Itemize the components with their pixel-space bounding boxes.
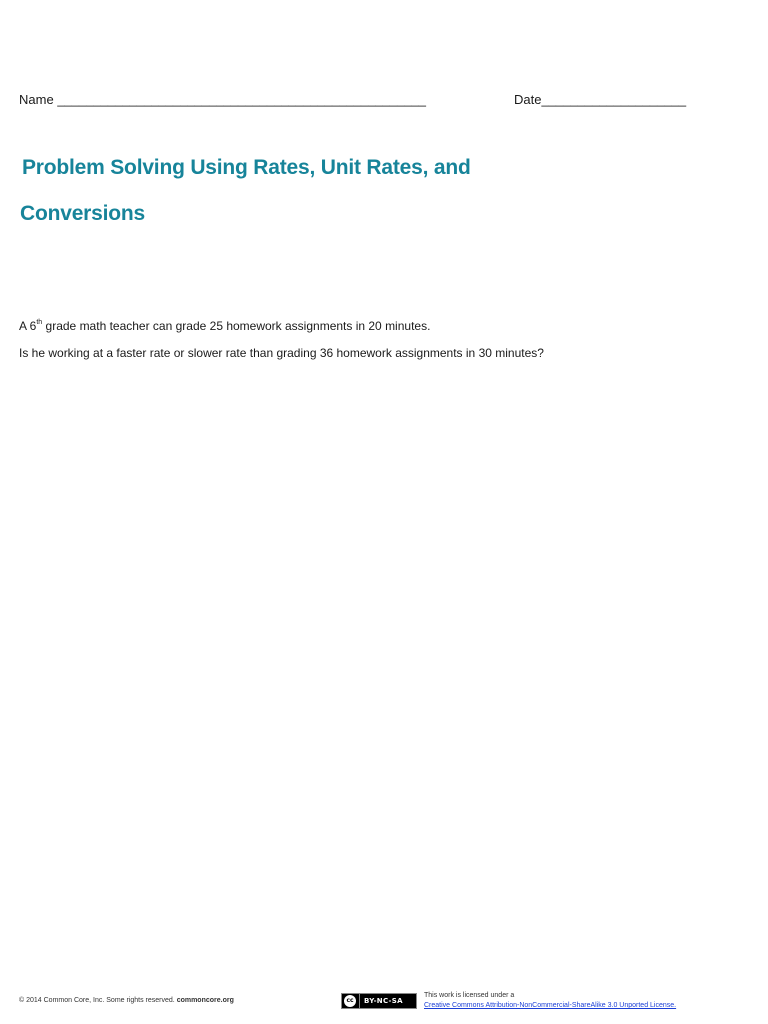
page-title-line-2: Conversions	[20, 202, 145, 225]
site-name: commoncore.org	[176, 997, 234, 1004]
cc-badge-text: BY-NC-SA	[364, 997, 403, 1005]
problem-question: Is he working at a faster rate or slower rate than grading 36 homework assignments in 30 minutes?	[19, 346, 544, 360]
page-title-line-1: Problem Solving Using Rates, Unit Rates, and	[22, 156, 471, 179]
copyright-text: © 2014 Common Core, Inc. Some rights reserved.	[19, 997, 175, 1004]
ordinal-suffix: th	[36, 319, 43, 326]
creative-commons-icon: cc	[344, 995, 356, 1007]
name-label: Name	[19, 92, 54, 107]
date-field[interactable]	[514, 91, 686, 109]
problem-statement	[19, 318, 430, 334]
license-intro: This work is licensed under a	[424, 992, 515, 999]
problem-rest: grade math teacher can grade 25 homework assignments in 20 minutes.	[42, 319, 431, 333]
copyright-footer	[19, 996, 234, 1006]
cc-license-badge[interactable]	[341, 993, 417, 1009]
name-field[interactable]	[19, 91, 426, 109]
date-blank[interactable]: ____________________	[541, 92, 687, 107]
name-blank[interactable]: ___________________________________________________	[57, 92, 427, 107]
license-notice	[424, 991, 676, 1011]
badge-divider	[359, 994, 360, 1008]
license-link[interactable]: Creative Commons Attribution-NonCommercial-ShareAlike 3.0 Unported License.	[424, 1002, 677, 1009]
date-label: Date	[514, 92, 542, 107]
problem-prefix: A 6	[19, 319, 37, 333]
